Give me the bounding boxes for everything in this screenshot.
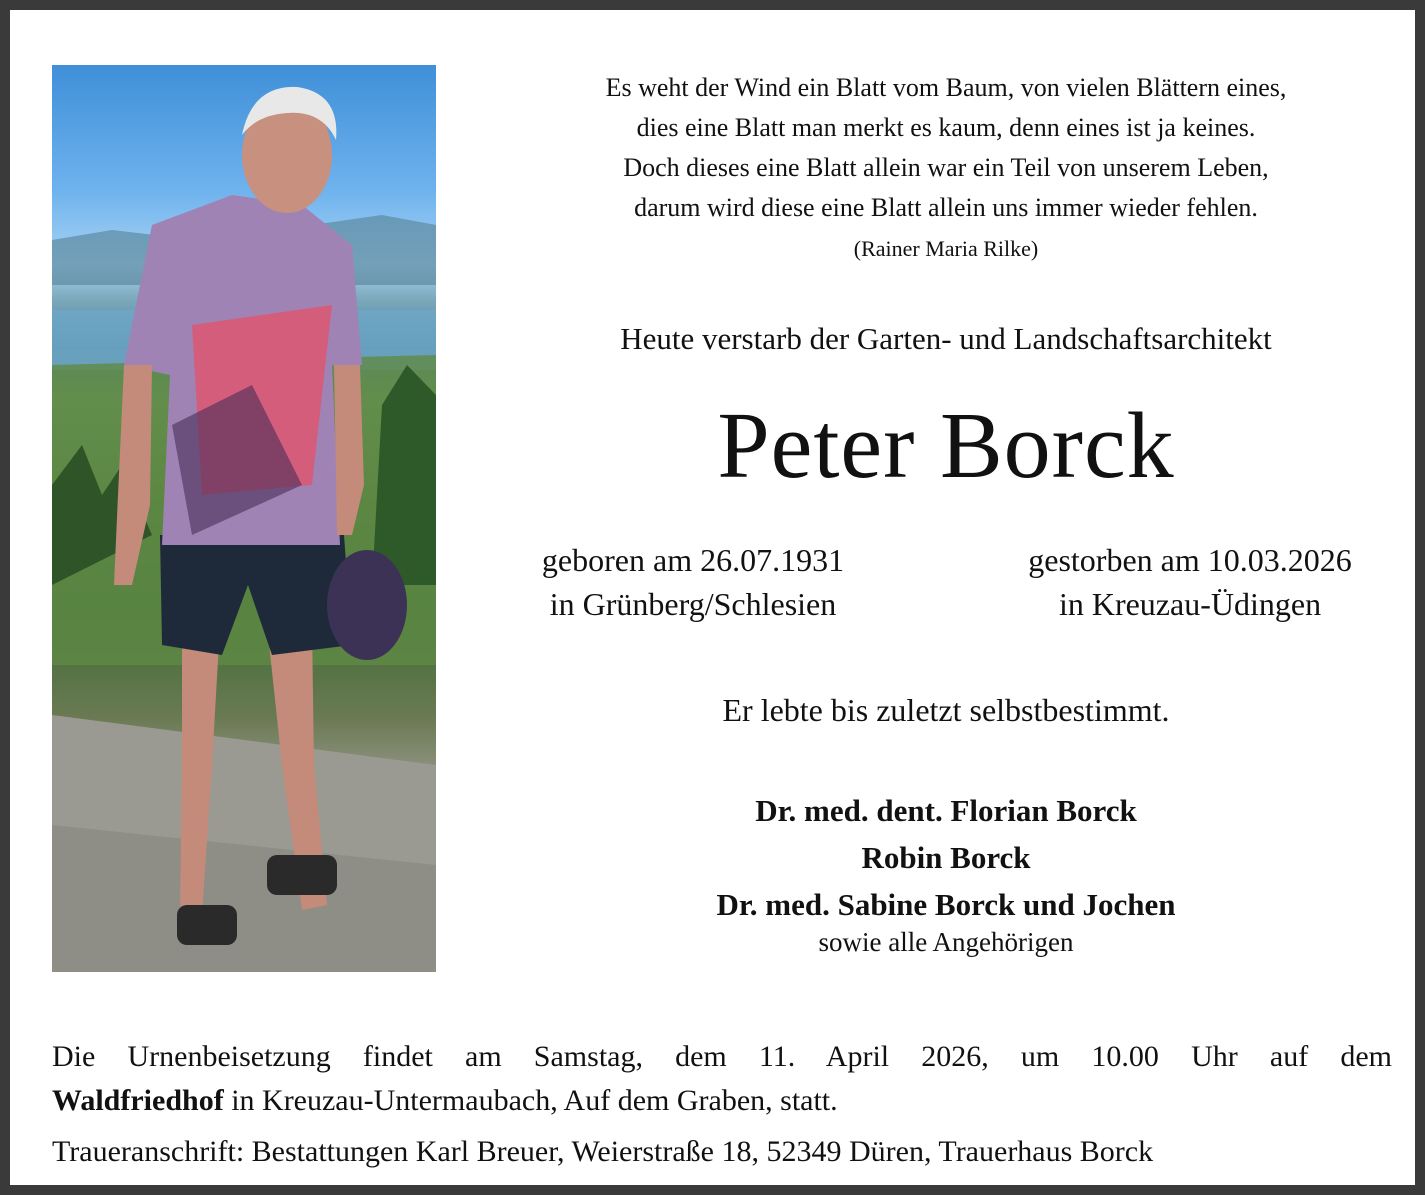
deceased-name: Peter Borck xyxy=(717,394,1175,498)
poem-line: Es weht der Wind ein Blatt vom Baum, von vielen Blättern eines, xyxy=(605,73,1287,102)
mourners-list xyxy=(456,787,1425,928)
mourning-address: Traueranschrift: Bestattungen Karl Breuer, Weierstraße 18, 52349 Düren, Trauerhaus Borck xyxy=(52,1135,1154,1168)
poem-line: Doch dieses eine Blatt allein war ein Teil von unserem Leben, xyxy=(623,153,1269,182)
death-info xyxy=(970,538,1410,626)
intro-text: Heute verstarb der Garten- und Landschaftsarchitekt xyxy=(620,321,1272,356)
family-note: sowie alle Angehörigen xyxy=(818,927,1074,957)
portrait-illustration xyxy=(52,65,436,972)
statement: Er lebte bis zuletzt selbstbestimmt. xyxy=(722,692,1170,728)
birth-info xyxy=(478,538,908,626)
burial-line-1: Die Urnenbeisetzung findet am Samstag, dem 11. April 2026, um 10.00 Uhr auf dem xyxy=(52,1040,1392,1073)
death-place: in Kreuzau-Üdingen xyxy=(1058,586,1322,622)
burial-notice xyxy=(52,1035,1392,1123)
birth-place: in Grünberg/Schlesien xyxy=(549,586,837,622)
mourner-name: Dr. med. Sabine Borck und Jochen xyxy=(716,887,1176,922)
mourner-name: Dr. med. dent. Florian Borck xyxy=(755,793,1137,828)
portrait-photo xyxy=(52,65,436,972)
poem-line: dies eine Blatt man merkt es kaum, denn eines ist ja keines. xyxy=(636,113,1256,142)
death-date: gestorben am 10.03.2026 xyxy=(1028,542,1352,578)
mourner-name: Robin Borck xyxy=(861,840,1031,875)
burial-line-2-rest: in Kreuzau-Untermaubach, Auf dem Graben, statt. xyxy=(223,1084,838,1117)
birth-date: geboren am 26.07.1931 xyxy=(541,542,845,578)
poem-line: darum wird diese eine Blatt allein uns immer wieder fehlen. xyxy=(634,193,1258,222)
poem-author: (Rainer Maria Rilke) xyxy=(853,236,1039,261)
burial-line-2 xyxy=(52,1079,1392,1123)
burial-place: Waldfriedhof xyxy=(52,1084,224,1117)
poem xyxy=(456,68,1425,228)
